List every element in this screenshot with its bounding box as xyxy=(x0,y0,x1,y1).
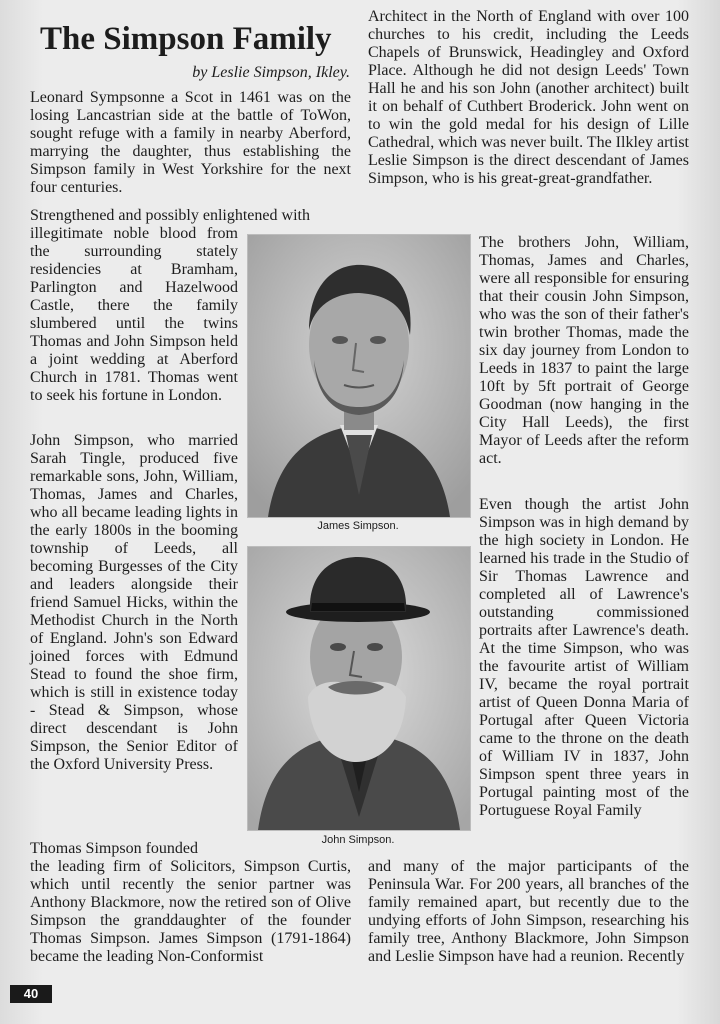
paragraph-artist: Even though the artist John Simpson was in high demand by the high society in London. He learned his trade in the Studio of Sir Thomas Lawrence and completed all of Lawrence's outstanding commissioned portraits after Lawrence's death. At the time Simpson, who was the favourite artist of William IV, became the royal portrait artist of Queen Donna Maria of Portugal after Queen Victoria came to the throne on the death of William IV in 1837, John Simpson spent three years in Portugal painting most of the Portuguese Royal Family xyxy=(479,496,689,819)
article-byline: by Leslie Simpson, Ikley. xyxy=(192,64,350,81)
page-number: 40 xyxy=(10,985,52,1003)
paragraph-reunion: and many of the major participants of the Peninsula War. For 200 years, all branches of the family remained apart, but recently due to the undying efforts of John Simpson, researching his family tree, Anthony Blackmore, John Simpson and Leslie Simpson have had a reunion. Recently xyxy=(368,858,689,965)
john-simpson-photo xyxy=(247,546,471,831)
article-title: The Simpson Family xyxy=(40,21,332,57)
paragraph-twins: illegitimate noble blood from the surrounding stately residencies at Bramham, Parlington and Hazelwood Castle, there the family slumbered until the twins Thomas and John Simpson held a joint wedding at Aberford Church in 1781. Thomas went to seek his fortune in London. xyxy=(30,225,238,404)
paragraph-architect: Architect in the North of England with over 100 churches to his credit, including the Leeds Chapels of Brunswick, Headingley and Oxford Place. Although he did not design Leeds' Town Hall he and his son John (another architect) built it on behalf of Cuthbert Broderick. John went on to win the gold medal for his design of Lille Cathedral, which was never built. The Ilkley artist Leslie Simpson is the direct descendant of James Simpson, who is his great-great-grandfather. xyxy=(368,8,689,187)
paragraph-origins: Leonard Sympsonne a Scot in 1461 was on the losing Lancastrian side at the battle of ToWon, sought refuge with a family in nearby Aberford, marrying the daughter, thus establishing the Simpson family in West Yorkshire for the next four centuries. xyxy=(30,89,351,196)
paragraph-brothers: The brothers John, William, Thomas, James and Charles, were all responsible for ensuring that their cousin John Simpson, who was the son of their father's twin brother Thomas, made the six day journey from London to Leeds in 1837 to paint the large 10ft by 5ft portrait of George Goodman (now hanging in the City Hall Leeds), the first Mayor of Leeds after the reform act. xyxy=(479,234,689,467)
john-simpson-caption: John Simpson. xyxy=(321,834,395,846)
paragraph-solicitors: the leading firm of Solicitors, Simpson Curtis, which until recently the senior partner was Anthony Blackmore, now the retired son of Olive Simpson the granddaughter of the founder Thomas Simpson. James Simpson (1791-1864) became the leading Non-Conformist xyxy=(30,858,351,965)
james-simpson-caption: James Simpson. xyxy=(317,520,399,532)
paragraph-five-sons: John Simpson, who married Sarah Tingle, produced five remarkable sons, John, William, Thomas, James and Charles, who all became leading lights in the early 1800s in the booming township of Leeds, all becoming Burgesses of the City and leaders alongside their friend Samuel Hicks, within the Methodist Church in the North of England. John's son Edward joined forces with Edmund Stead to found the shoe firm, which is still in existence today - Stead & Simpson, whose direct descendant is John Simpson, the Senior Editor of the Oxford University Press. xyxy=(30,432,238,773)
paragraph-twins-intro: Strengthened and possibly enlightened with xyxy=(30,207,310,224)
james-simpson-photo xyxy=(247,234,471,518)
paragraph-solicitors-intro: Thomas Simpson founded xyxy=(30,840,198,857)
